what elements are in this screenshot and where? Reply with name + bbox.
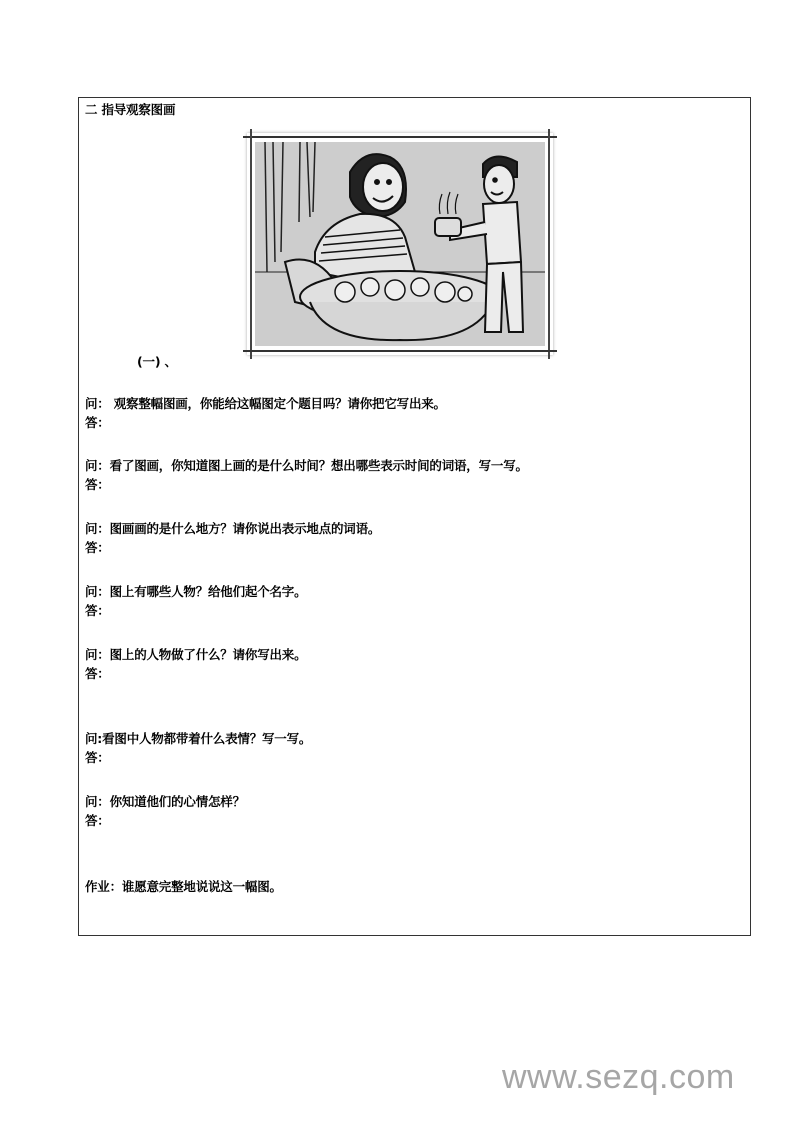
lesson-box xyxy=(78,97,751,936)
question-text: 问： 观察整幅图画，你能给这幅图定个题目吗？请你把它写出来。 xyxy=(85,396,446,411)
question-text: 问:看图中人物都带着什么表情？写一写。 xyxy=(85,731,312,746)
question-text: 问：图上的人物做了什么？请你写出来。 xyxy=(85,647,307,662)
question-text: 问：看了图画，你知道图上画的是什么时间？想出哪些表示时间的词语，写一写。 xyxy=(85,458,528,473)
question-block-3 xyxy=(85,519,380,557)
frame-line-right xyxy=(548,129,550,359)
question-block-2 xyxy=(85,456,528,494)
answer-label: 答： xyxy=(85,540,110,555)
answer-label: 答： xyxy=(85,813,110,828)
frame-line-left xyxy=(250,129,252,359)
subsection-number: (一) 、 xyxy=(137,354,177,369)
question-block-7 xyxy=(85,792,245,830)
question-text: 问：图上有哪些人物？给他们起个名字。 xyxy=(85,584,307,599)
section-heading: 二 指导观察图画 xyxy=(85,102,176,117)
washing-scene-icon xyxy=(255,142,545,346)
question-block-1 xyxy=(85,394,446,432)
watermark-url: www.sezq.com xyxy=(502,1058,735,1096)
answer-label: 答： xyxy=(85,750,110,765)
homework-block xyxy=(85,877,282,896)
answer-label: 答： xyxy=(85,477,110,492)
answer-label: 答： xyxy=(85,603,110,618)
illustration-image xyxy=(255,142,545,346)
homework-text: 作业：谁愿意完整地说说这一幅图。 xyxy=(85,879,282,894)
answer-label: 答： xyxy=(85,415,110,430)
question-text: 问：图画画的是什么地方？请你说出表示地点的词语。 xyxy=(85,521,381,536)
question-text: 问：你知道他们的心情怎样？ xyxy=(85,794,245,809)
answer-label: 答： xyxy=(85,666,110,681)
question-block-5 xyxy=(85,645,306,683)
question-block-6 xyxy=(85,729,311,767)
illustration-frame xyxy=(247,133,553,355)
question-block-4 xyxy=(85,582,306,620)
